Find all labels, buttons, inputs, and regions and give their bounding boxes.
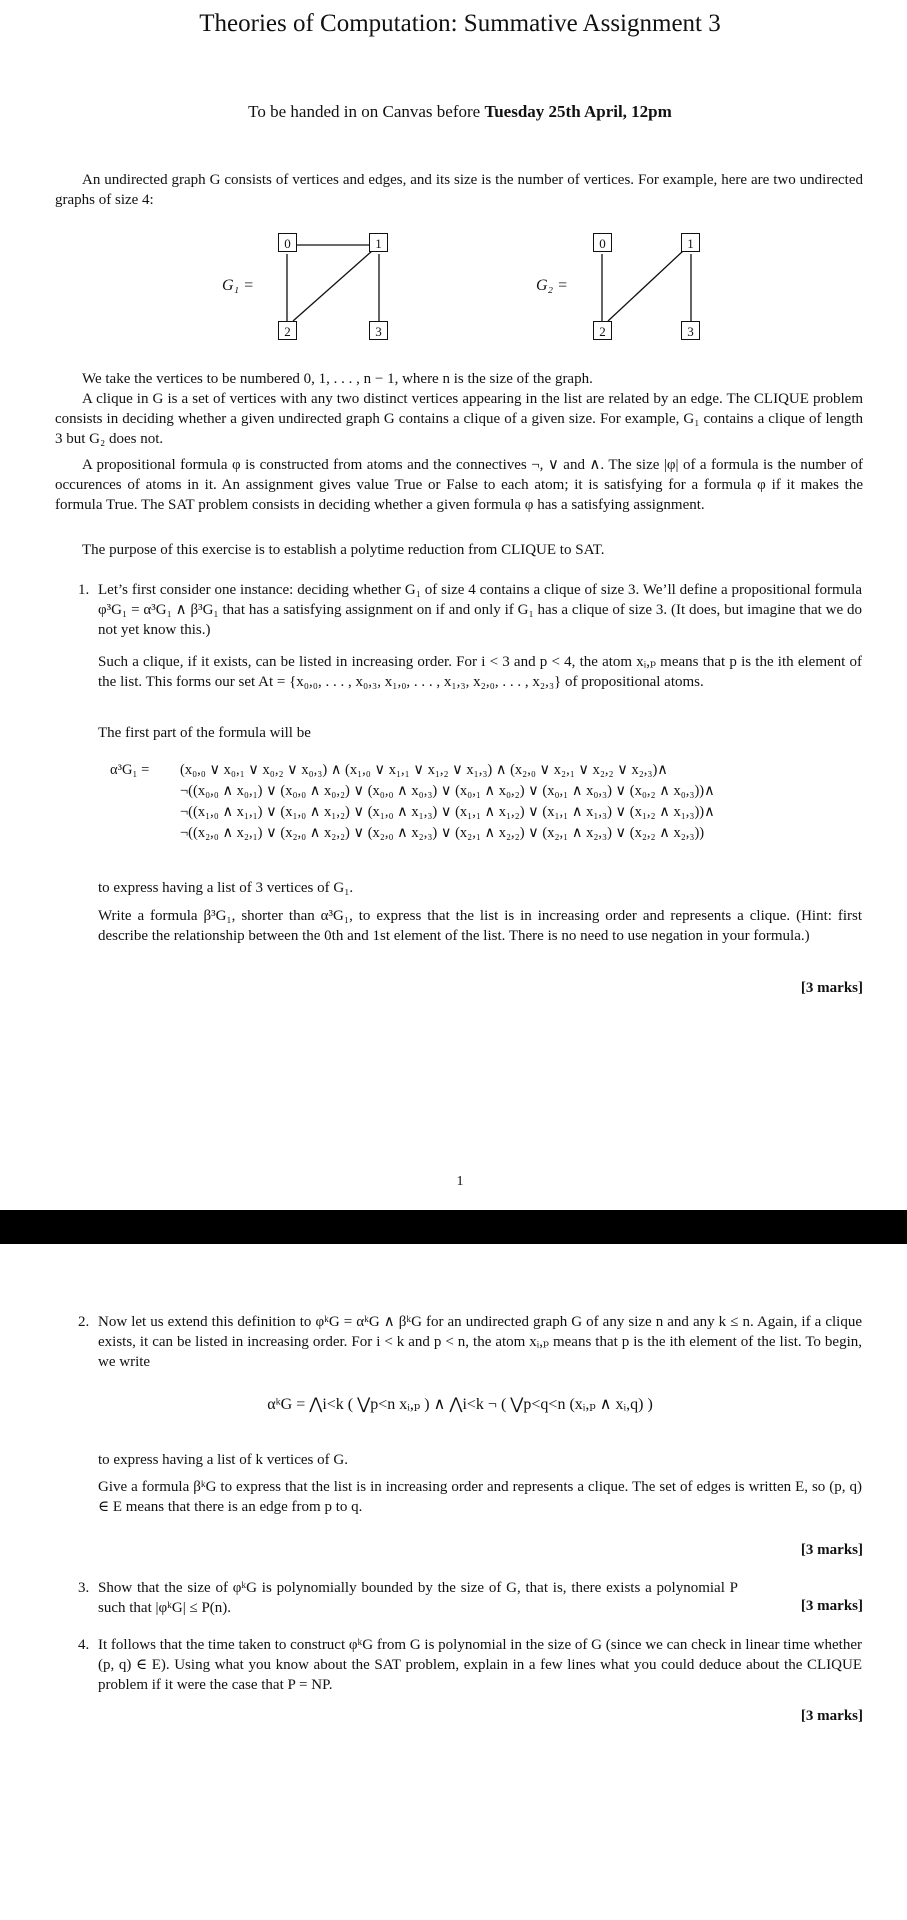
graphs-figure xyxy=(0,225,907,345)
question-2-marks: [3 marks] xyxy=(800,1542,863,1558)
g1-edge-1-2 xyxy=(293,251,372,321)
question-1-task: Write a formula β³G₁, shorter than α³G₁, to express that the list is in increasing order and represents a clique. (Hint: first describe the relationship between the 0th and 1st element of the list. There is no need to use negation in your formula.) xyxy=(98,908,862,944)
g1-node-3: 3 xyxy=(369,321,388,340)
due-prefix: To be handed in on Canvas before xyxy=(248,102,485,121)
question-1-intro: Let’s first consider one instance: deciding whether G₁ of size 4 contains a clique of size 3. We’ll define a propositional formula φ³G₁ = α³G₁ ∧ β³G₁ that has a satisfying assignment on if and only if G₁ has a clique of size 3. (It does, but imagine that we do not yet know this.) xyxy=(98,582,862,638)
g1-label: G₁ = xyxy=(222,277,254,294)
alpha-formula-lhs: α³G₁ = xyxy=(110,762,150,778)
question-4 xyxy=(78,1635,878,1695)
question-3-marks: [3 marks] xyxy=(800,1598,863,1614)
alpha-formula-line: ¬((x₀,₀ ∧ x₀,₁) ∨ (x₀,₀ ∧ x₀,₂) ∨ (x₀,₀ ∧ x₀,₃) ∨ (x₀,₁ ∧ x₀,₂) ∨ (x₀,₁ ∧ x₀,₃) ∨ (x₀,₂ ∧ x₀,₃))∧ xyxy=(180,783,715,799)
alpha-k-formula: αᵏG = ⋀i<k ( ⋁p<n xᵢ,ₚ ) ∧ ⋀i<k ¬ ( ⋁p<q<n (xᵢ,ₚ ∧ xᵢ,q) ) xyxy=(267,1396,653,1413)
question-4-number: 4. xyxy=(78,1637,90,1653)
question-3 xyxy=(78,1578,878,1618)
due-line xyxy=(0,101,907,123)
alpha-formula-line: ¬((x₂,₀ ∧ x₂,₁) ∨ (x₂,₀ ∧ x₂,₂) ∨ (x₂,₀ ∧ x₂,₃) ∨ (x₂,₁ ∧ x₂,₂) ∨ (x₂,₁ ∧ x₂,₃) ∨ (x₂,₂ ∧ x₂,₃)) xyxy=(180,825,705,841)
g1-node-1: 1 xyxy=(369,233,388,252)
alpha-formula-line: ¬((x₁,₀ ∧ x₁,₁) ∨ (x₁,₀ ∧ x₁,₂) ∨ (x₁,₀ ∧ x₁,₃) ∨ (x₁,₁ ∧ x₁,₂) ∨ (x₁,₁ ∧ x₁,₃) ∨ (x₁,₂ ∧ x₁,₃))∧ xyxy=(180,804,715,820)
alpha-formula-body xyxy=(180,760,715,844)
purpose-paragraph: The purpose of this exercise is to establish a polytime reduction from CLIQUE to SAT. xyxy=(82,542,605,558)
g2-node-2: 2 xyxy=(593,321,612,340)
question-1-atoms: Such a clique, if it exists, can be listed in increasing order. For i < 3 and p < 4, the atom xᵢ,ₚ means that p is the ith element of the list. This forms our set At = {x₀,₀, . . . , x₀,₃, x₁,₀, . . . , x₁,₃, x₂,₀, . . . , x₂,₃} of propositional atoms. xyxy=(98,654,862,690)
question-4-text: It follows that the time taken to construct φᵏG from G is polynomial in the size of G (since we can check in linear time whether (p, q) ∈ E). Using what you know about the SAT problem, explain in a few lines what you could deduce about the CLIQUE problem if it were the case that P = NP. xyxy=(98,1637,862,1693)
question-2-express: to express having a list of k vertices of G. xyxy=(98,1452,348,1468)
g1-node-0: 0 xyxy=(278,233,297,252)
question-1-marks: [3 marks] xyxy=(800,980,863,996)
question-2-number: 2. xyxy=(78,1314,90,1330)
alpha-formula-line: (x₀,₀ ∨ x₀,₁ ∨ x₀,₂ ∨ x₀,₃) ∧ (x₁,₀ ∨ x₁,₁ ∨ x₁,₂ ∨ x₁,₃) ∧ (x₂,₀ ∨ x₂,₁ ∨ x₂,₂ ∨ x₂,₃)∧ xyxy=(180,762,668,778)
question-2-task: Give a formula βᵏG to express that the list is in increasing order and represents a clique. The set of edges is written E, so (p, q) ∈ E means that there is an edge from p to q. xyxy=(98,1479,862,1515)
g2-label: G₂ = xyxy=(536,277,568,294)
question-2-intro: Now let us extend this definition to φᵏG = αᵏG ∧ βᵏG for an undirected graph G of any size n and any k ≤ n. Again, if a clique exists, it can be listed in increasing order. For i < k and p < n, the atom xᵢ,ₚ means that p is the ith element of the list. To begin, we write xyxy=(98,1314,862,1370)
intro-paragraph: An undirected graph G consists of vertices and edges, and its size is the number of vertices. For example, here are two undirected graphs of size 4: xyxy=(55,172,863,208)
question-3-number: 3. xyxy=(78,1580,90,1596)
g2-node-0: 0 xyxy=(593,233,612,252)
question-1 xyxy=(78,580,878,640)
vertices-paragraph: We take the vertices to be numbered 0, 1, . . . , n − 1, where n is the size of the graph. xyxy=(82,371,593,387)
g2-node-1: 1 xyxy=(681,233,700,252)
page-separator xyxy=(0,1210,907,1244)
question-2 xyxy=(78,1312,878,1372)
clique-paragraph: A clique in G is a set of vertices with any two distinct vertices appearing in the list are related by an edge. The CLIQUE problem consists in deciding whether a given undirected graph G contains a clique of a given size. For example, G₁ contains a clique of length 3 but G₂ does not. xyxy=(55,391,863,447)
propositional-paragraph: A propositional formula φ is constructed from atoms and the connectives ¬, ∨ and ∧. The size |φ| of a formula is the number of occurences of atoms in it. An assignment gives value True or False to each atom; it is satisfying for a formula φ if it makes the formula True. The SAT problem consists in deciding whether a given formula φ has a satisfying assignment. xyxy=(55,457,863,513)
due-date: Tuesday 25th April, 12pm xyxy=(484,102,672,121)
question-1-first-part: The first part of the formula will be xyxy=(98,725,311,741)
page-title: Theories of Computation: Summative Assignment 3 xyxy=(199,10,721,37)
graph-edges xyxy=(0,225,907,345)
question-1-number: 1. xyxy=(78,582,90,598)
question-4-marks: [3 marks] xyxy=(800,1708,863,1724)
page-number: 1 xyxy=(456,1174,464,1189)
question-3-text: Show that the size of φᵏG is polynomially bounded by the size of G, that is, there exists a polynomial P such that |φᵏG| ≤ P(n). xyxy=(98,1580,738,1616)
question-1-express: to express having a list of 3 vertices of G₁. xyxy=(98,880,354,896)
g1-node-2: 2 xyxy=(278,321,297,340)
g2-edge-1-2 xyxy=(608,251,683,321)
g2-node-3: 3 xyxy=(681,321,700,340)
